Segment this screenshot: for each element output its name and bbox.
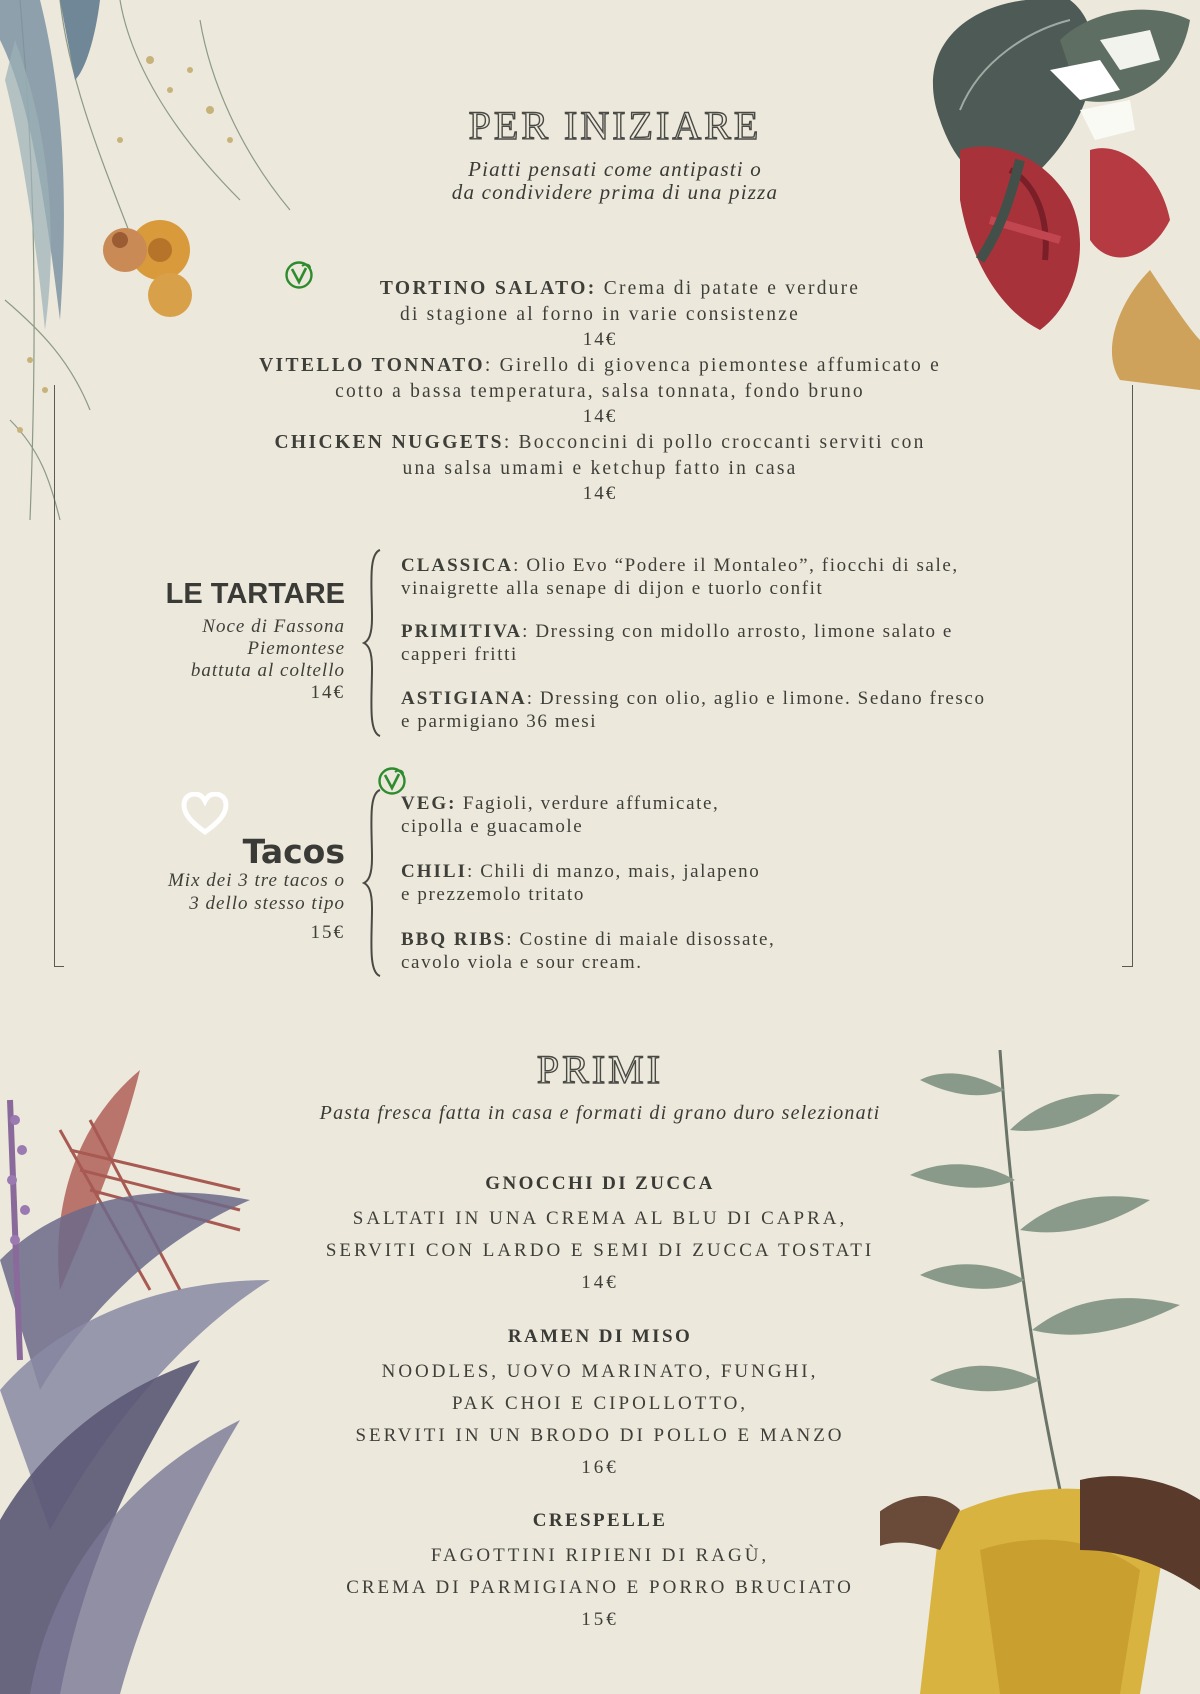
classica-desc-1: : Olio Evo “Podere il Montaleo”, fiocchi di sale, <box>513 555 959 576</box>
tacos-item-chili <box>401 860 1101 906</box>
nuggets-line-1 <box>150 430 1050 456</box>
frame-right-line <box>1132 385 1133 967</box>
tortino-price: 14€ <box>582 329 618 350</box>
dish-ramen <box>250 1324 950 1484</box>
frame-left-foot <box>54 966 64 967</box>
chili-desc-2: e prezzemolo tritato <box>401 884 585 905</box>
tartare-item-classica <box>401 554 1121 600</box>
astigiana-desc-2: e parmigiano 36 mesi <box>401 711 598 732</box>
tortino-desc-1: Crema di patate e verdure <box>596 278 861 299</box>
ramen-price: 16€ <box>581 1457 619 1478</box>
astigiana-line-1 <box>401 687 1121 710</box>
per-iniziare-subtitle-2: da condividere prima di una pizza <box>451 180 779 204</box>
menu-item-nuggets <box>150 430 1050 506</box>
tacos-title: Tacos <box>242 832 345 871</box>
ramen-name: RAMEN DI MISO <box>507 1326 693 1347</box>
vitello-name: VITELLO TONNATO <box>259 355 485 376</box>
dish-gnocchi <box>250 1171 950 1299</box>
primi-subtitle: Pasta fresca fatta in casa e formati di grano duro selezionati <box>319 1102 881 1124</box>
gnocchi-price: 14€ <box>581 1272 619 1293</box>
tartare-item-astigiana <box>401 687 1121 733</box>
crespelle-price: 15€ <box>581 1609 619 1630</box>
vitello-price: 14€ <box>582 406 618 427</box>
per-iniziare-title: PER INIZIARE <box>468 103 762 148</box>
frame-left-line <box>54 385 55 967</box>
orange-flowers <box>103 220 192 317</box>
classica-desc-2: vinaigrette alla senape di dijon e tuorlo confit <box>401 578 824 599</box>
vitello-desc-2: cotto a bassa temperatura, salsa tonnata, fondo bruno <box>335 381 865 402</box>
crespelle-desc-1: FAGOTTINI RIPIENI DI RAGÙ, <box>430 1545 770 1566</box>
tacos-brace <box>362 788 386 978</box>
ramen-desc-3: SERVITI IN UN BRODO DI POLLO E MANZO <box>355 1425 845 1446</box>
tortino-line-1 <box>250 276 950 302</box>
chili-desc-1: : Chili di manzo, mais, jalapeno <box>466 861 761 882</box>
tartare-subtitle-2: Piemontese <box>247 638 345 659</box>
tacos-price: 15€ <box>310 922 345 943</box>
gnocchi-desc-1: SALTATI IN UNA CREMA AL BLU DI CAPRA, <box>352 1208 848 1229</box>
veg-desc-1: Fagioli, verdure affumicate, <box>456 793 720 814</box>
tortino-name: TORTINO SALATO: <box>379 278 597 299</box>
chili-line-1 <box>401 860 1101 883</box>
ramen-desc-1: NOODLES, UOVO MARINATO, FUNGHI, <box>381 1361 819 1382</box>
classica-name: CLASSICA <box>401 555 514 576</box>
tacos-subtitle-2: 3 dello stesso tipo <box>189 893 345 914</box>
ramen-desc-2: PAK CHOI E CIPOLLOTTO, <box>451 1393 749 1414</box>
dish-crespelle <box>250 1508 950 1636</box>
bbq-desc-2: cavolo viola e sour cream. <box>401 952 643 973</box>
heart-icon <box>181 792 229 836</box>
tartare-title: LE TARTARE <box>165 578 345 610</box>
nuggets-price: 14€ <box>582 483 618 504</box>
nuggets-name: CHICKEN NUGGETS <box>274 432 504 453</box>
primitiva-desc-2: capperi fritti <box>401 644 518 665</box>
veg-line-1 <box>401 792 1101 815</box>
primi-title: PRIMI <box>536 1047 664 1092</box>
chili-name: CHILI <box>401 861 467 882</box>
primitiva-desc-1: : Dressing con midollo arrosto, limone salato e <box>522 621 953 642</box>
tartare-price: 14€ <box>310 682 345 703</box>
nuggets-desc-1: : Bocconcini di pollo croccanti serviti con <box>503 432 926 453</box>
per-iniziare-subtitle-1: Piatti pensati come antipasti o <box>468 157 762 181</box>
veg-name: VEG: <box>401 793 457 814</box>
bbq-name: BBQ RIBS <box>401 929 507 950</box>
tartare-subtitle-1: Noce di Fassona <box>202 616 345 637</box>
gnocchi-name: GNOCCHI DI ZUCCA <box>485 1173 715 1194</box>
tacos-item-veg <box>401 792 1101 838</box>
nuggets-desc-2: una salsa umami e ketchup fatto in casa <box>402 458 798 479</box>
menu-item-tortino <box>250 276 950 352</box>
crespelle-name: CRESPELLE <box>532 1510 668 1531</box>
menu-item-vitello <box>150 353 1050 429</box>
veg-desc-2: cipolla e guacamole <box>401 816 584 837</box>
astigiana-desc-1: : Dressing con olio, aglio e limone. Sedano fresco <box>526 688 986 709</box>
tacos-item-bbq <box>401 928 1101 974</box>
tacos-subtitle-1: Mix dei 3 tre tacos o <box>167 870 345 891</box>
gnocchi-desc-2: SERVITI CON LARDO E SEMI DI ZUCCA TOSTATI <box>325 1240 875 1261</box>
vitello-line-1 <box>150 353 1050 379</box>
primitiva-name: PRIMITIVA <box>401 621 523 642</box>
vitello-desc-1: : Girello di giovenca piemontese affumicato e <box>484 355 941 376</box>
tortino-desc-2: di stagione al forno in varie consistenze <box>400 304 800 325</box>
frame-right-foot <box>1122 966 1132 967</box>
bbq-desc-1: : Costine di maiale disossate, <box>506 929 776 950</box>
botanical-bottom-left-illustration <box>0 1060 280 1694</box>
primitiva-line-1 <box>401 620 1121 643</box>
astigiana-name: ASTIGIANA <box>401 688 527 709</box>
bbq-line-1 <box>401 928 1101 951</box>
tartare-subtitle-3: battuta al coltello <box>190 660 345 681</box>
tartare-item-primitiva <box>401 620 1121 666</box>
botanical-top-right-illustration <box>920 0 1200 390</box>
crespelle-desc-2: CREMA DI PARMIGIANO E PORRO BRUCIATO <box>346 1577 854 1598</box>
classica-line-1 <box>401 554 1121 577</box>
tartare-brace <box>362 548 386 738</box>
